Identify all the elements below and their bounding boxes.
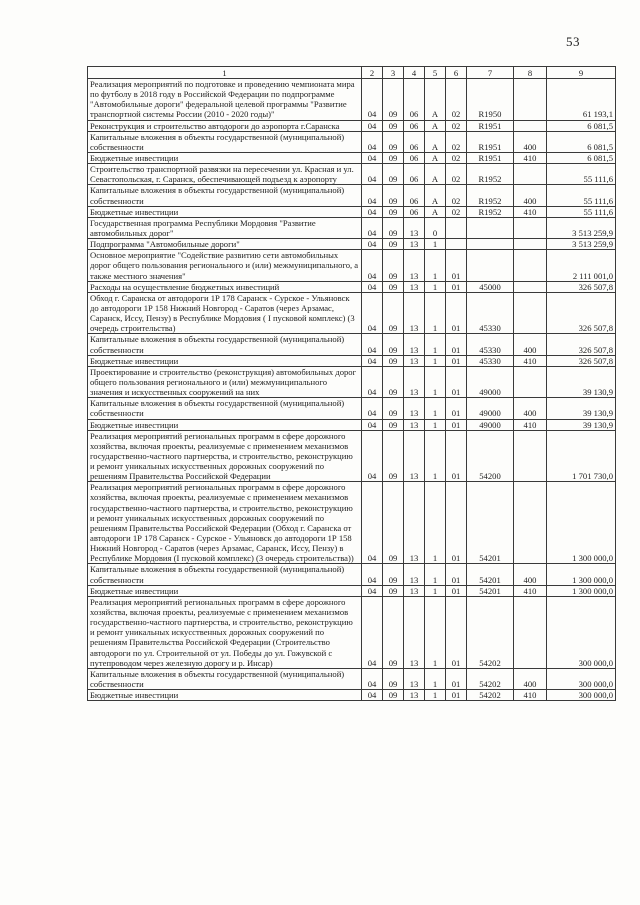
code-cell: 04: [362, 419, 383, 430]
code-cell: 49000: [467, 419, 514, 430]
code-cell: R1952: [467, 164, 514, 185]
amount-cell: 326 507,8: [547, 292, 616, 334]
code-cell: 13: [404, 334, 425, 355]
amount-cell: 61 193,1: [547, 79, 616, 121]
table-row: [88, 585, 616, 596]
code-cell: [467, 250, 514, 281]
code-cell: 04: [362, 239, 383, 250]
code-cell: 04: [362, 585, 383, 596]
code-cell: 13: [404, 585, 425, 596]
column-header: 5: [425, 67, 446, 79]
code-cell: 1: [425, 239, 446, 250]
column-header: 6: [446, 67, 467, 79]
code-cell: 04: [362, 206, 383, 217]
code-cell: 04: [362, 250, 383, 281]
table-body: [88, 79, 616, 701]
row-name-cell: Капитальные вложения в объекты государственной (муниципальной) собственности: [88, 564, 362, 585]
code-cell: 09: [383, 334, 404, 355]
code-cell: [514, 430, 547, 482]
table-row: [88, 206, 616, 217]
code-cell: 01: [446, 334, 467, 355]
code-cell: 09: [383, 152, 404, 163]
code-cell: 410: [514, 206, 547, 217]
table-header-row: [88, 67, 616, 79]
code-cell: 04: [362, 355, 383, 366]
code-cell: 04: [362, 185, 383, 206]
code-cell: 09: [383, 482, 404, 564]
code-cell: [514, 120, 547, 131]
table-row: [88, 152, 616, 163]
code-cell: 400: [514, 668, 547, 689]
code-cell: 01: [446, 690, 467, 701]
code-cell: 1: [425, 355, 446, 366]
amount-cell: 39 130,9: [547, 419, 616, 430]
amount-cell: 3 513 259,9: [547, 239, 616, 250]
code-cell: [514, 239, 547, 250]
code-cell: R1951: [467, 152, 514, 163]
row-name-cell: Реализация мероприятий региональных программ в сфере дорожного хозяйства, включая проекты, реализуемые с применением механизмов государственно-частного партнерства, и строительство, реконструкцию и ремонт уникальных искусственных дорожных сооружений по решениям Правительства Российской Федерации (Строительство автодороги по ул. Строительной от ул. Победы до ул. Гожувской с путепроводом через железную дорогу и р. Инсар): [88, 596, 362, 668]
code-cell: 13: [404, 292, 425, 334]
code-cell: 400: [514, 564, 547, 585]
row-name-cell: Капитальные вложения в объекты государственной (муниципальной) собственности: [88, 334, 362, 355]
code-cell: 1: [425, 596, 446, 668]
column-header: 3: [383, 67, 404, 79]
row-name-cell: Капитальные вложения в объекты государственной (муниципальной) собственности: [88, 668, 362, 689]
code-cell: 06: [404, 206, 425, 217]
code-cell: 01: [446, 250, 467, 281]
code-cell: [514, 482, 547, 564]
table-row: [88, 668, 616, 689]
code-cell: [514, 79, 547, 121]
code-cell: 04: [362, 334, 383, 355]
code-cell: 400: [514, 185, 547, 206]
amount-cell: 326 507,8: [547, 281, 616, 292]
code-cell: 45330: [467, 334, 514, 355]
amount-cell: 326 507,8: [547, 334, 616, 355]
code-cell: 09: [383, 120, 404, 131]
code-cell: 09: [383, 79, 404, 121]
code-cell: 09: [383, 185, 404, 206]
code-cell: R1950: [467, 79, 514, 121]
code-cell: 13: [404, 355, 425, 366]
code-cell: 09: [383, 419, 404, 430]
table-row: [88, 281, 616, 292]
code-cell: [446, 239, 467, 250]
code-cell: 01: [446, 419, 467, 430]
code-cell: 06: [404, 79, 425, 121]
code-cell: [514, 250, 547, 281]
code-cell: 09: [383, 596, 404, 668]
code-cell: 04: [362, 164, 383, 185]
table-row: [88, 482, 616, 564]
code-cell: 01: [446, 281, 467, 292]
code-cell: 02: [446, 79, 467, 121]
amount-cell: 300 000,0: [547, 690, 616, 701]
code-cell: 1: [425, 366, 446, 397]
code-cell: [514, 596, 547, 668]
code-cell: 54202: [467, 690, 514, 701]
code-cell: 04: [362, 217, 383, 238]
code-cell: 09: [383, 564, 404, 585]
code-cell: 1: [425, 585, 446, 596]
column-header: 7: [467, 67, 514, 79]
code-cell: 04: [362, 366, 383, 397]
code-cell: [446, 217, 467, 238]
code-cell: 09: [383, 430, 404, 482]
code-cell: R1951: [467, 131, 514, 152]
code-cell: 49000: [467, 366, 514, 397]
table-row: [88, 564, 616, 585]
row-name-cell: Бюджетные инвестиции: [88, 690, 362, 701]
code-cell: 04: [362, 398, 383, 419]
amount-cell: 55 111,6: [547, 185, 616, 206]
code-cell: 04: [362, 152, 383, 163]
table-row: [88, 355, 616, 366]
code-cell: R1952: [467, 206, 514, 217]
page-number: 53: [566, 34, 580, 49]
column-header: 2: [362, 67, 383, 79]
code-cell: [514, 164, 547, 185]
code-cell: 410: [514, 355, 547, 366]
row-name-cell: Капитальные вложения в объекты государственной (муниципальной) собственности: [88, 185, 362, 206]
code-cell: 09: [383, 206, 404, 217]
code-cell: 02: [446, 131, 467, 152]
code-cell: 54202: [467, 596, 514, 668]
table-row: [88, 292, 616, 334]
code-cell: А: [425, 206, 446, 217]
code-cell: 09: [383, 690, 404, 701]
code-cell: 410: [514, 690, 547, 701]
code-cell: 09: [383, 585, 404, 596]
row-name-cell: Реализация мероприятий региональных программ в сфере дорожного хозяйства, включая проекты, реализуемые с применением механизмов государственно-частного партнерства, и строительство, реконструкцию и ремонт уникальных искусственных дорожных сооружений по решениям Правительства Российской Федерации (Обход г. Саранска от автодороги 1Р 178 Саранск - Сурское - Ульяновск до автодороги 1Р 158 Нижний Новгород - Саратов (через Арзамас, Саранск, Иссу, Пензу) в Республике Мордовия (I пусковой комплекс) (3 очередь строительства)): [88, 482, 362, 564]
code-cell: 04: [362, 120, 383, 131]
code-cell: 09: [383, 239, 404, 250]
code-cell: 13: [404, 419, 425, 430]
code-cell: 02: [446, 185, 467, 206]
code-cell: [514, 292, 547, 334]
row-name-cell: Государственная программа Республики Мордовия "Развитие автомобильных дорог": [88, 217, 362, 238]
row-name-cell: Проектирование и строительство (реконструкция) автомобильных дорог общего пользования регионального и (или) межмуниципального значения и искусственных сооружений на них: [88, 366, 362, 397]
code-cell: [467, 217, 514, 238]
code-cell: 410: [514, 419, 547, 430]
table-row: [88, 366, 616, 397]
code-cell: 13: [404, 668, 425, 689]
table-row: [88, 131, 616, 152]
code-cell: 04: [362, 292, 383, 334]
table-row: [88, 690, 616, 701]
code-cell: 13: [404, 564, 425, 585]
code-cell: 09: [383, 668, 404, 689]
table-row: [88, 239, 616, 250]
table-row: [88, 398, 616, 419]
row-name-cell: Бюджетные инвестиции: [88, 206, 362, 217]
table-row: [88, 419, 616, 430]
code-cell: А: [425, 79, 446, 121]
amount-cell: 2 111 001,0: [547, 250, 616, 281]
code-cell: 1: [425, 564, 446, 585]
table-row: [88, 430, 616, 482]
code-cell: 49000: [467, 398, 514, 419]
code-cell: 1: [425, 690, 446, 701]
code-cell: 400: [514, 398, 547, 419]
code-cell: 13: [404, 281, 425, 292]
table-row: [88, 334, 616, 355]
code-cell: 01: [446, 585, 467, 596]
column-header: 9: [547, 67, 616, 79]
row-name-cell: Реализация мероприятий по подготовке и проведению чемпионата мира по футболу в 2018 году в Российской Федерации по подпрограмме "Автомобильные дороги" федеральной целевой программы "Развитие транспортной системы России (2010 - 2020 годы)": [88, 79, 362, 121]
code-cell: 01: [446, 668, 467, 689]
code-cell: 1: [425, 668, 446, 689]
code-cell: 04: [362, 690, 383, 701]
code-cell: 13: [404, 217, 425, 238]
row-name-cell: Расходы на осуществление бюджетных инвестиций: [88, 281, 362, 292]
code-cell: 1: [425, 281, 446, 292]
row-name-cell: Основное мероприятие "Содействие развитию сети автомобильных дорог общего пользования регионального и (или) межмуниципального, а также местного значения": [88, 250, 362, 281]
code-cell: 13: [404, 239, 425, 250]
code-cell: R1951: [467, 120, 514, 131]
code-cell: 04: [362, 596, 383, 668]
code-cell: 01: [446, 430, 467, 482]
code-cell: 01: [446, 564, 467, 585]
code-cell: 04: [362, 482, 383, 564]
code-cell: 02: [446, 164, 467, 185]
code-cell: 01: [446, 366, 467, 397]
code-cell: 01: [446, 292, 467, 334]
table-row: [88, 250, 616, 281]
table-row: [88, 217, 616, 238]
table-row: [88, 185, 616, 206]
code-cell: 01: [446, 596, 467, 668]
code-cell: 13: [404, 398, 425, 419]
amount-cell: 1 300 000,0: [547, 564, 616, 585]
column-header: 1: [88, 67, 362, 79]
code-cell: 45000: [467, 281, 514, 292]
code-cell: 06: [404, 185, 425, 206]
code-cell: 04: [362, 564, 383, 585]
row-name-cell: Капитальные вложения в объекты государственной (муниципальной) собственности: [88, 398, 362, 419]
code-cell: 06: [404, 131, 425, 152]
code-cell: 09: [383, 292, 404, 334]
code-cell: 09: [383, 131, 404, 152]
code-cell: 09: [383, 164, 404, 185]
code-cell: 09: [383, 355, 404, 366]
amount-cell: 1 300 000,0: [547, 585, 616, 596]
code-cell: 13: [404, 482, 425, 564]
amount-cell: 6 081,5: [547, 152, 616, 163]
code-cell: 45330: [467, 292, 514, 334]
code-cell: 06: [404, 120, 425, 131]
column-header: 8: [514, 67, 547, 79]
code-cell: 1: [425, 334, 446, 355]
code-cell: А: [425, 164, 446, 185]
code-cell: 09: [383, 250, 404, 281]
code-cell: 04: [362, 281, 383, 292]
row-name-cell: Реализация мероприятий региональных программ в сфере дорожного хозяйства, включая проекты, реализуемые с применением механизмов государственно-частного партнерства, и строительство, реконструкцию и ремонт уникальных искусственных дорожных сооружений по решениям Правительства Российской Федерации: [88, 430, 362, 482]
code-cell: [514, 217, 547, 238]
code-cell: [467, 239, 514, 250]
code-cell: 54201: [467, 564, 514, 585]
amount-cell: 1 300 000,0: [547, 482, 616, 564]
table-row: [88, 164, 616, 185]
code-cell: 1: [425, 430, 446, 482]
code-cell: 04: [362, 430, 383, 482]
code-cell: 01: [446, 398, 467, 419]
code-cell: 06: [404, 152, 425, 163]
code-cell: 13: [404, 596, 425, 668]
code-cell: 54200: [467, 430, 514, 482]
code-cell: 02: [446, 120, 467, 131]
code-cell: А: [425, 185, 446, 206]
row-name-cell: Строительство транспортной развязки на пересечении ул. Красная и ул. Севастопольская, г. Саранск, обеспечивающей подъезд к аэропорту: [88, 164, 362, 185]
code-cell: 09: [383, 281, 404, 292]
code-cell: 410: [514, 585, 547, 596]
code-cell: 45330: [467, 355, 514, 366]
code-cell: 06: [404, 164, 425, 185]
code-cell: 1: [425, 482, 446, 564]
code-cell: 09: [383, 366, 404, 397]
row-name-cell: Бюджетные инвестиции: [88, 585, 362, 596]
code-cell: 09: [383, 217, 404, 238]
code-cell: А: [425, 131, 446, 152]
code-cell: [514, 281, 547, 292]
amount-cell: 3 513 259,9: [547, 217, 616, 238]
row-name-cell: Бюджетные инвестиции: [88, 152, 362, 163]
code-cell: 13: [404, 250, 425, 281]
table-row: [88, 79, 616, 121]
code-cell: 1: [425, 419, 446, 430]
row-name-cell: Капитальные вложения в объекты государственной (муниципальной) собственности: [88, 131, 362, 152]
amount-cell: 39 130,9: [547, 398, 616, 419]
code-cell: 04: [362, 668, 383, 689]
amount-cell: 39 130,9: [547, 366, 616, 397]
code-cell: А: [425, 152, 446, 163]
amount-cell: 55 111,6: [547, 164, 616, 185]
code-cell: 0: [425, 217, 446, 238]
code-cell: А: [425, 120, 446, 131]
code-cell: 01: [446, 355, 467, 366]
code-cell: 410: [514, 152, 547, 163]
code-cell: 13: [404, 690, 425, 701]
code-cell: R1952: [467, 185, 514, 206]
row-name-cell: Бюджетные инвестиции: [88, 355, 362, 366]
row-name-cell: Бюджетные инвестиции: [88, 419, 362, 430]
code-cell: 04: [362, 131, 383, 152]
code-cell: 1: [425, 398, 446, 419]
code-cell: 1: [425, 292, 446, 334]
code-cell: 54201: [467, 482, 514, 564]
row-name-cell: Подпрограмма "Автомобильные дороги": [88, 239, 362, 250]
amount-cell: 300 000,0: [547, 668, 616, 689]
code-cell: 400: [514, 131, 547, 152]
amount-cell: 55 111,6: [547, 206, 616, 217]
table-row: [88, 596, 616, 668]
row-name-cell: Реконструкция и строительство автодороги до аэропорта г.Саранска: [88, 120, 362, 131]
amount-cell: 6 081,5: [547, 120, 616, 131]
amount-cell: 326 507,8: [547, 355, 616, 366]
code-cell: 02: [446, 206, 467, 217]
code-cell: 09: [383, 398, 404, 419]
amount-cell: 6 081,5: [547, 131, 616, 152]
column-header: 4: [404, 67, 425, 79]
code-cell: 400: [514, 334, 547, 355]
code-cell: 13: [404, 366, 425, 397]
amount-cell: 1 701 730,0: [547, 430, 616, 482]
code-cell: 04: [362, 79, 383, 121]
code-cell: 54201: [467, 585, 514, 596]
code-cell: 02: [446, 152, 467, 163]
code-cell: 01: [446, 482, 467, 564]
code-cell: 1: [425, 250, 446, 281]
budget-table: [87, 66, 616, 701]
row-name-cell: Обход г. Саранска от автодороги 1Р 178 Саранск - Сурское - Ульяновск до автодороги 1Р 158 Нижний Новгород - Саратов (через Арзамас, Саранск, Иссу, Пензу) в Республике Мордовия ( I пусковой комплекс) (3 очередь строительства): [88, 292, 362, 334]
table-row: [88, 120, 616, 131]
code-cell: 13: [404, 430, 425, 482]
amount-cell: 300 000,0: [547, 596, 616, 668]
code-cell: 54202: [467, 668, 514, 689]
code-cell: [514, 366, 547, 397]
